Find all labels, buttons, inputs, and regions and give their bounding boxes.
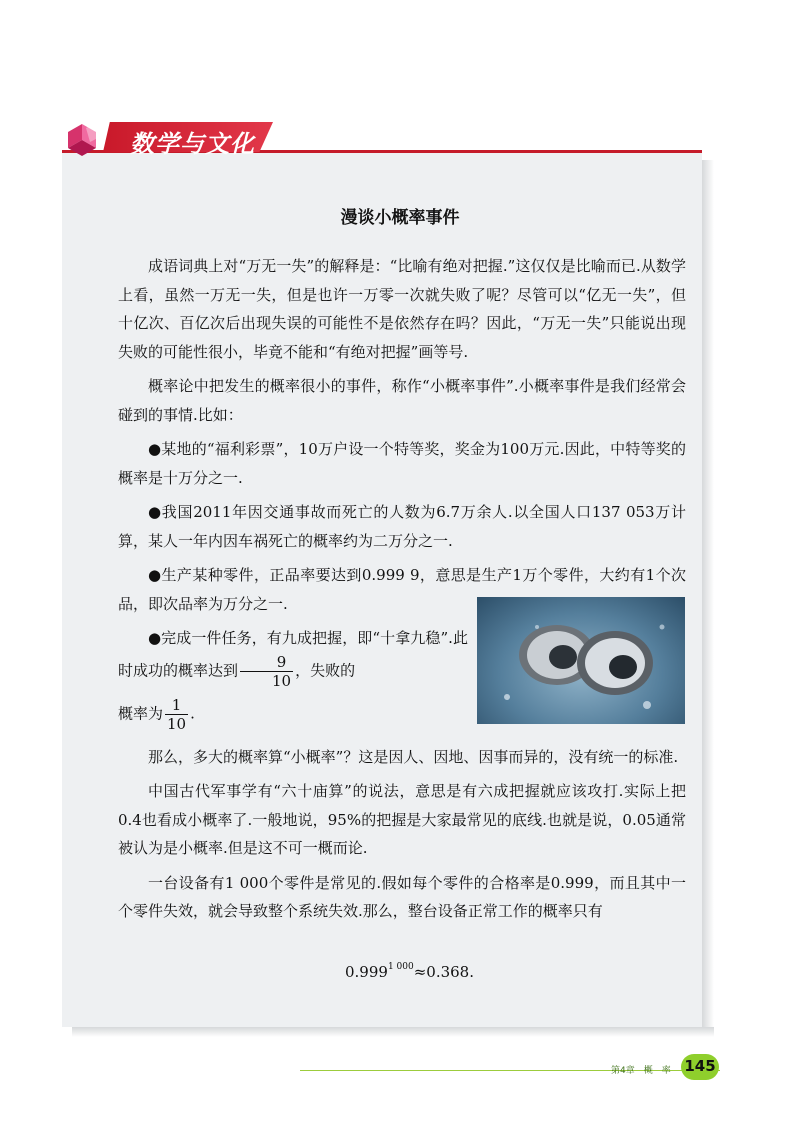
section-title: 数学与文化 bbox=[130, 130, 255, 158]
bullet-task-end: . bbox=[190, 704, 195, 722]
cube-logo-icon bbox=[64, 118, 104, 158]
bullet-traffic: ●我国2011年因交通事故而死亡的人数为6.7万余人.以全国人口137 053万计算，某人一年内因车祸死亡的概率约为二万分之一. bbox=[118, 503, 686, 550]
paragraph-4: 中国古代军事学有“六十庙算”的说法，意思是有六成把握就应该攻打.实际上把0.4也看成小概率了.一般地说，95%的把握是大家最常见的底线.也就是说，0.05通常被认为是小概率.但是这不可一概而论. bbox=[118, 782, 686, 857]
bullet-task-text: ●完成一件任务，有九成把握，即“十拿九稳”.此时成功的概率达到 bbox=[118, 629, 468, 679]
article-body bbox=[118, 252, 686, 932]
fraction-success-numerator: 9 bbox=[240, 653, 293, 672]
fraction-success-denominator: 10 bbox=[272, 671, 292, 690]
paragraph-3: 那么，多大的概率算“小概率”？这是因人、因地、因事而异的，没有统一的标准. bbox=[148, 747, 679, 766]
article-title: 漫谈小概率事件 bbox=[340, 208, 460, 228]
page-number: 145 bbox=[684, 1057, 716, 1075]
fraction-success bbox=[240, 653, 293, 690]
bullet-task-fail-text: 概率为 bbox=[118, 704, 164, 722]
formula-base: 0.999 bbox=[345, 963, 388, 981]
bullet-task-mid: ，失败的 bbox=[295, 661, 356, 679]
fraction-fail bbox=[165, 696, 188, 733]
formula-exponent: 1 000 bbox=[387, 962, 414, 972]
panel-shadow-bottom bbox=[72, 1027, 714, 1037]
machine-parts-photo bbox=[477, 597, 685, 724]
formula-result: ≈0.368. bbox=[413, 963, 474, 981]
bullet-task bbox=[118, 624, 468, 690]
rings-illustration bbox=[477, 597, 685, 724]
fraction-fail-denominator: 10 bbox=[167, 714, 187, 733]
chapter-label: 第4章 概 率 bbox=[611, 1066, 671, 1076]
paragraph-5: 一台设备有1 000个零件是常见的.假如每个零件的合格率是0.999，而且其中一个零件失效，就会导致整个系统失效.那么，整台设备正常工作的概率只有 bbox=[118, 873, 686, 920]
paragraph-2: 概率论中把发生的概率很小的事件，称作“小概率事件”.小概率事件是我们经常会碰到的事情.比如： bbox=[118, 377, 686, 424]
bullet-parts: ●生产某种零件，正品率要达到0.999 9，意思是生产1万个零件，大约有1个次品，即次品率为万分之一. bbox=[118, 566, 686, 613]
formula bbox=[345, 962, 474, 981]
bullet-lottery: ●某地的“福利彩票”，10万户设一个特等奖，奖金为100万元.因此，中特等奖的概率是十万分之一. bbox=[118, 440, 686, 487]
fraction-fail-numerator: 1 bbox=[165, 696, 188, 715]
panel-shadow-right bbox=[702, 160, 714, 1027]
paragraph-1: 成语词典上对“万无一失”的解释是：“比喻有绝对把握.”这仅仅是比喻而已.从数学上看，虽然一万无一失，但是也许一万零一次就失败了呢？尽管可以“亿无一失”，但十亿次、百亿次后出现失误的可能性不是依然存在吗？因此，“万无一失”只能说出现失败的可能性很小，毕竟不能和“有绝对把握”画等号. bbox=[118, 257, 686, 361]
